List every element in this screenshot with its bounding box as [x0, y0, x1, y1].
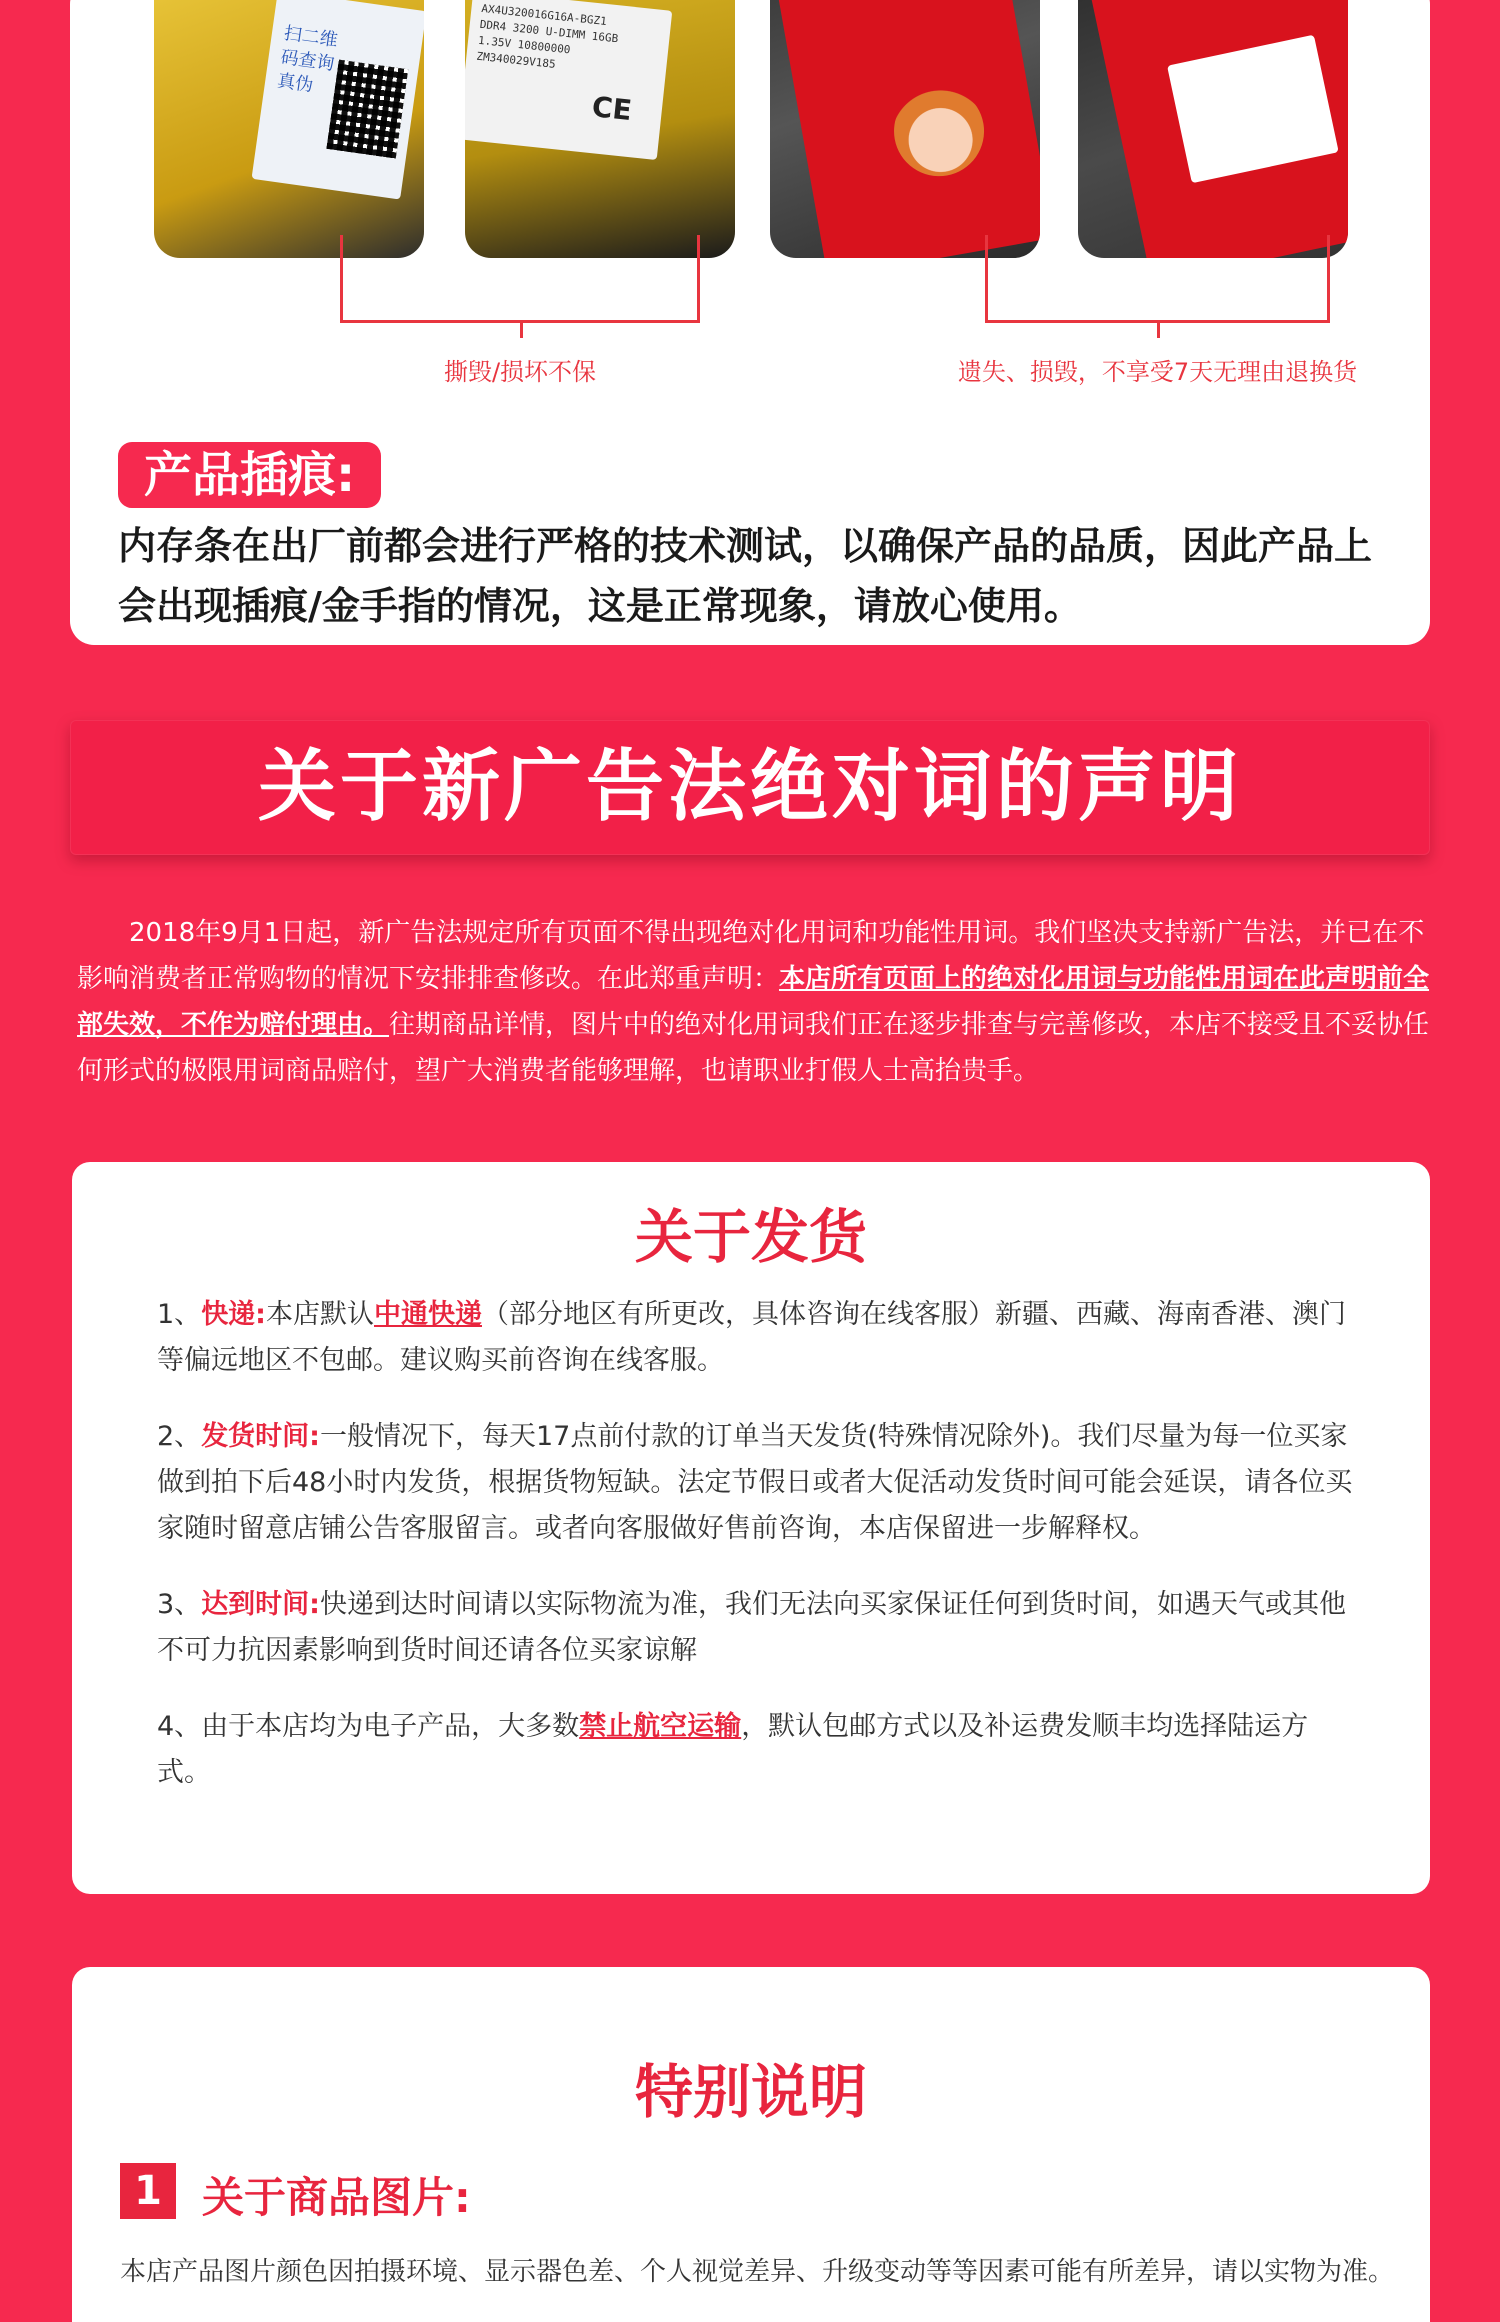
- character-illustration-icon: [887, 79, 991, 183]
- item-key: 达到时间:: [201, 1589, 320, 1620]
- red-retail-box: [776, 0, 1040, 258]
- item-text: 一般情况下，每天17点前付款的订单当天发货(特殊情况除外)。我们尽量为每一位买家做到拍下后48小时内发货，根据货物短缺。法定节假日或者大促活动发货时间可能会延误，请各位买家随时留意店铺公告客服留言。或者向客服做好售前咨询，本店保留进一步解释权。: [157, 1421, 1353, 1544]
- photo-memory-stick-spec-sticker: [465, 0, 735, 258]
- shipping-title: 关于发货: [634, 1203, 867, 1271]
- insertion-mark-badge: 产品插痕:: [118, 442, 381, 508]
- special-note-title: 特别说明: [634, 2058, 867, 2126]
- ad-law-notice: [77, 910, 1432, 1094]
- note-text: 本店产品图片颜色因拍摄环境、显示器色差、个人视觉差异、升级变动等等因素可能有所差异，请以实物为准。: [120, 2257, 1395, 2287]
- box-label-sticker: [1167, 35, 1339, 184]
- connector-stem-left: [520, 320, 523, 338]
- item-number: 3、: [157, 1589, 202, 1620]
- photo-memory-stick-qr-sticker: [154, 0, 424, 258]
- ad-law-title: 关于新广告法绝对词的声明: [257, 742, 1242, 832]
- item-text: （部分地区有所更改，具体咨询在线客服）新疆、西藏、海南香港、澳门等偏远地区不包邮。建议购买前咨询在线客服。: [157, 1299, 1346, 1376]
- ad-law-notice-part1: 2018年9月1日起，新广告法规定所有页面不得出现绝对化用词和功能性用词。我们坚决支持新广告法，并已在不影响消费者正常购物的情况下安排排查修改。在此郑重声明：: [77, 918, 1425, 994]
- note-number-badge: 1: [120, 2163, 176, 2219]
- caption-lost-damage: 遗失、损毁，不享受7天无理由退换货: [957, 358, 1358, 386]
- item-text: 快递到达时间请以实际物流为准，我们无法向买家保证任何到货时间，如遇天气或其他不可力抗因素影响到货时间还请各位买家谅解: [157, 1589, 1346, 1666]
- photo-red-box-front: [770, 0, 1040, 258]
- ce-mark: CE: [590, 90, 634, 128]
- ad-law-banner: [70, 720, 1430, 855]
- spec-sticker-text: AX4U320016G16A-BGZ1 DDR4 3200 U-DIMM 16GB 1.35V 10800000 ZM340029V185: [475, 1, 619, 71]
- shipping-list: [157, 1292, 1357, 1826]
- caption-tear-damage: 撕毁/损坏不保: [443, 358, 597, 386]
- item-number: 2、: [157, 1421, 202, 1452]
- special-note-card: [72, 1967, 1430, 2322]
- item-highlight: 中通快递: [374, 1299, 482, 1330]
- item-text: 本店默认: [266, 1299, 374, 1330]
- ad-law-notice-part2: 往期商品详情，图片中的绝对化用词我们正在逐步排查与完善修改，本店不接受且不妥协任何形式的极限用词商品赔付，望广大消费者能够理解，也请职业打假人士高抬贵手。: [77, 1010, 1430, 1086]
- ad-law-notice-emphasis: 本店所有页面上的绝对化用词与功能性用词在此声明前全部失效，不作为赔付理由。: [77, 964, 1430, 1040]
- note-heading: 关于商品图片:: [202, 2173, 471, 2222]
- connector-line-right: [985, 235, 1330, 323]
- product-photo-card: [70, 0, 1430, 645]
- shipping-item-transport: [157, 1704, 1357, 1796]
- anti-counterfeit-sticker: [252, 0, 424, 200]
- item-number: 1、: [157, 1299, 202, 1330]
- item-key: 快递:: [201, 1299, 266, 1330]
- item-highlight: 禁止航空运输: [579, 1711, 742, 1742]
- item-key: 发货时间:: [201, 1421, 320, 1452]
- shipping-item-dispatch-time: [157, 1414, 1357, 1552]
- item-text: 由于本店均为电子产品，大多数: [201, 1711, 580, 1742]
- insertion-mark-text: 内存条在出厂前都会进行严格的技术测试，以确保产品的品质，因此产品上会出现插痕/金手指的情况，这是正常现象，请放心使用。: [118, 524, 1373, 628]
- qr-code-icon: [326, 60, 408, 159]
- photo-red-box-back: [1078, 0, 1348, 258]
- red-retail-box-back: [1090, 0, 1348, 258]
- item-text: ，默认包邮方式以及补运费发顺丰均选择陆运方式。: [157, 1711, 1309, 1788]
- connector-stem-right: [1157, 320, 1160, 338]
- sticker-label: 扫二维码查询真伪: [275, 22, 339, 97]
- spec-sticker: [465, 0, 672, 160]
- shipping-item-courier: [157, 1292, 1357, 1384]
- shipping-card: [72, 1162, 1430, 1894]
- item-number: 4、: [157, 1711, 202, 1742]
- connector-line-left: [340, 235, 700, 323]
- shipping-item-arrival-time: [157, 1582, 1357, 1674]
